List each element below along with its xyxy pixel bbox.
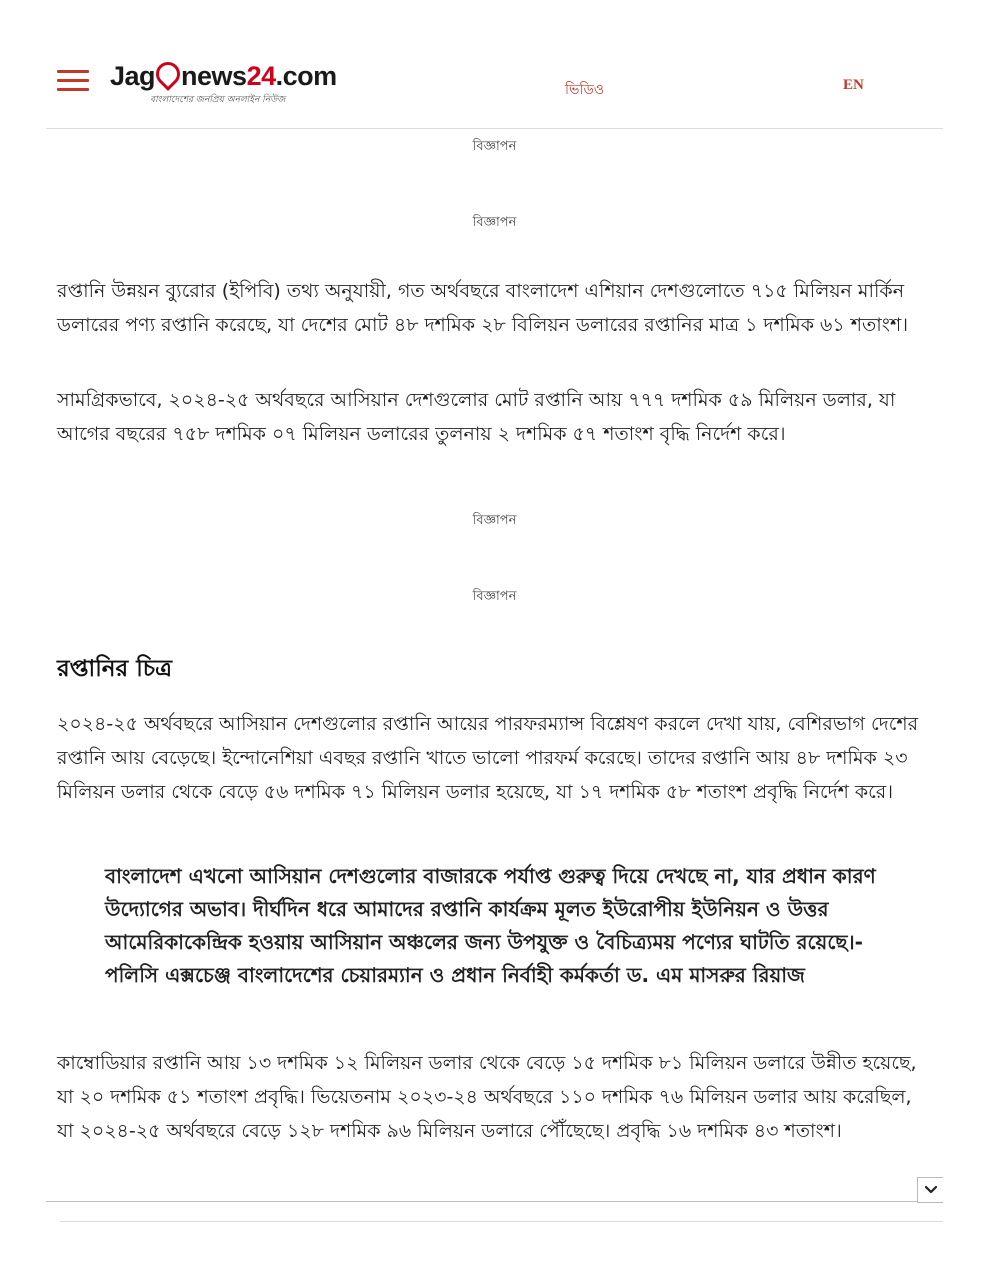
article-paragraph: রপ্তানি উন্নয়ন ব্যুরোর (ইপিবি) তথ্য অনুযায়ী, গত অর্থবছরে বাংলাদেশ এশিয়ান দেশগুলোতে ৭১৫ মিলিয়ন মার্কিন ডলারের পণ্য রপ্তানি করেছে, যা দেশের মোট ৪৮ দশমিক ২৮ বিলিয়ন ডলারের রপ্তানির মাত্র ১ দশমিক ৬১ শতাংশ। [57,280,908,336]
location-pin-icon [151,57,185,91]
logo-wordmark [110,60,337,92]
chevron-down-icon [924,1185,938,1195]
language-switch-en[interactable]: EN [843,77,864,93]
article-paragraph: ২০২৪-২৫ অর্থবছরে আসিয়ান দেশগুলোর রপ্তানি আয়ের পারফরম্যান্স বিশ্লেষণ করলে দেখা যায়, বেশিরভাগ দেশের রপ্তানি আয় বেড়েছে। ইন্দোনেশিয়া এবছর রপ্তানি খাতে ভালো পারফর্ম করেছে। তাদের রপ্তানি আয় ৪৮ দশমিক ২৩ মিলিয়ন ডলার থেকে বেড়ে ৫৬ দশমিক ৭১ মিলিয়ন ডলার হয়েছে, যা ১৭ দশমিক ৫৮ শতাংশ প্রবৃদ্ধি নির্দেশ করে। [57,713,919,803]
logo-text-jag: Jag [110,61,156,91]
nav-video-link[interactable]: ভিডিও [565,82,605,98]
hamburger-menu-icon[interactable] [57,70,89,92]
ad-label: বিজ্ঞাপন [472,589,517,604]
site-logo[interactable] [110,60,340,108]
article-paragraph: কাম্বোডিয়ার রপ্তানি আয় ১৩ দশমিক ১২ মিলিয়ন ডলার থেকে বেড়ে ১৫ দশমিক ৮১ মিলিয়ন ডলারে উন্নীত হয়েছে, যা ২০ দশমিক ৫১ শতাংশ প্রবৃদ্ধি। ভিয়েতনাম ২০২৩-২৪ অর্থবছরে ১১০ দশমিক ৭৬ মিলিয়ন ডলার আয় করেছিল, যা ২০২৪-২৫ অর্থবছরে বেড়ে ১২৮ দশমিক ৯৬ মিলিয়ন ডলারে পৌঁছেছে। প্রবৃদ্ধি ১৬ দশমিক ৪৩ শতাংশ। [57,1052,917,1142]
ad-label: বিজ্ঞাপন [472,215,517,230]
ad-label: বিজ্ঞাপন [472,513,517,528]
article-paragraph: সামগ্রিকভাবে, ২০২৪-২৫ অর্থবছরে আসিয়ান দেশগুলোর মোট রপ্তানি আয় ৭৭৭ দশমিক ৫৯ মিলিয়ন ডলার, যা আগের বছরের ৭৫৮ দশমিক ০৭ মিলিয়ন ডলারের তুলনায় ২ দশমিক ৫৭ শতাংশ বৃদ্ধি নির্দেশ করে। [57,389,896,445]
logo-tagline: বাংলাদেশের জনপ্রিয় অনলাইন নিউজ [150,95,286,105]
pull-quote: বাংলাদেশ এখনো আসিয়ান দেশগুলোর বাজারকে পর্যাপ্ত গুরুত্ব দিয়ে দেখছে না, যার প্রধান কারণ উদ্যোগের অভাব। দীর্ঘদিন ধরে আমাদের রপ্তানি কার্যক্রম মূলত ইউরোপীয় ইউনিয়ন ও উত্তর আমেরিকাকেন্দ্রিক হওয়ায় আসিয়ান অঞ্চলের জন্য উপযুক্ত ও বৈচিত্র্যময় পণ্যের ঘাটতি রয়েছে।- পলিসি এক্সচেঞ্জ বাংলাদেশের চেয়ারম্যান ও প্রধান নির্বাহী কর্মকর্তা ড. এম মাসরুর রিয়াজ [105,864,876,987]
section-heading: রপ্তানির চিত্র [57,656,173,682]
logo-text-news: news [181,61,247,91]
logo-text-24: 24 [246,61,276,91]
footer-divider [60,1221,943,1222]
site-header [0,0,989,128]
header-divider [46,128,943,129]
ad-label: বিজ্ঞাপন [472,139,517,154]
logo-text-com: .com [275,61,337,91]
content-divider [46,1201,943,1202]
collapse-button[interactable] [917,1177,943,1203]
